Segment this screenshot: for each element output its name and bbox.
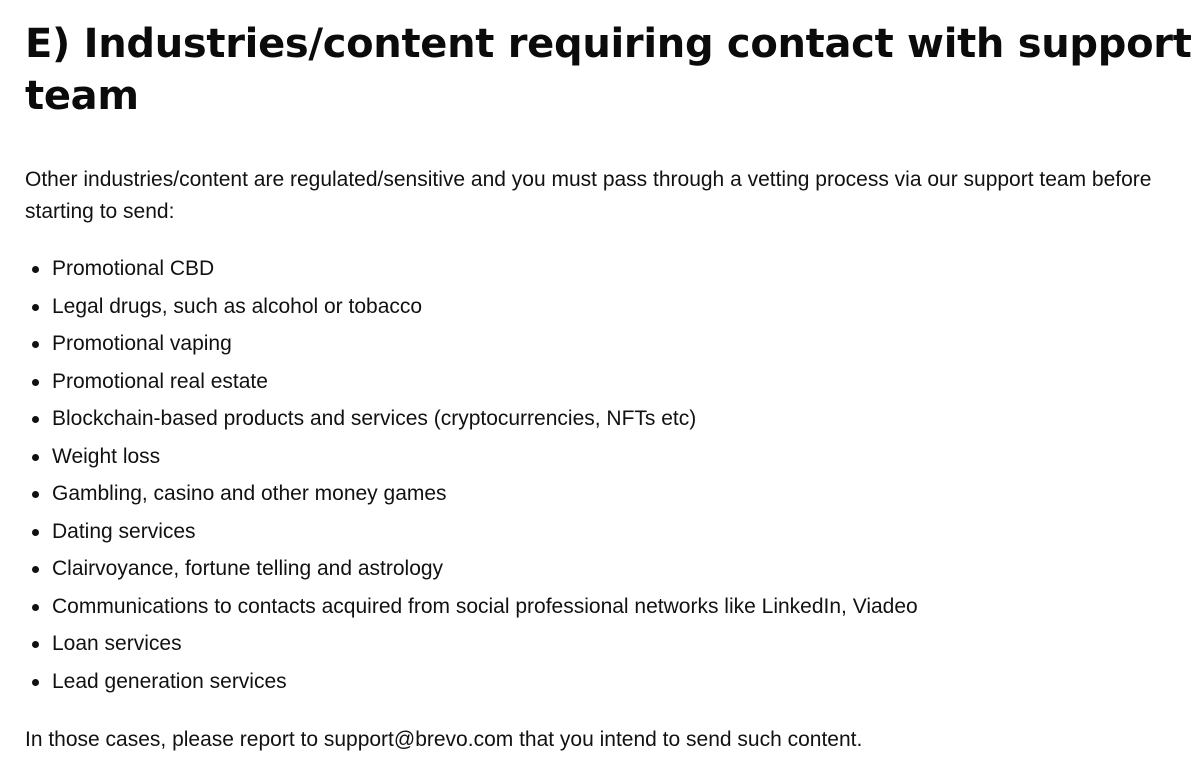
list-item-text: Dating services	[52, 519, 196, 543]
list-item	[25, 250, 1195, 288]
list-item-text: Promotional real estate	[52, 369, 268, 393]
list-item-text: Communications to contacts acquired from social professional networks like LinkedIn, Viadeo	[52, 594, 918, 618]
list-item	[25, 475, 1195, 513]
list-item	[25, 438, 1195, 476]
list-item-text: Clairvoyance, fortune telling and astrology	[52, 557, 444, 580]
bullet-icon	[32, 416, 39, 423]
list-item	[25, 400, 1195, 438]
list-item-text: Legal drugs, such as alcohol or tobacco	[52, 294, 423, 318]
list-item	[25, 363, 1195, 401]
bullet-icon	[32, 341, 39, 348]
article-section	[25, 0, 1195, 756]
list-item	[25, 288, 1195, 326]
list-item	[25, 663, 1195, 701]
list-item-text: Lead generation services	[52, 669, 287, 693]
bullet-icon	[32, 566, 39, 573]
bullet-icon	[32, 304, 39, 311]
bullet-icon	[32, 379, 39, 386]
bullet-icon	[32, 641, 39, 648]
bullet-icon	[32, 491, 39, 498]
intro-paragraph: Other industries/content are regulated/sensitive and you must pass through a vetting process via our support team before starting to send:	[25, 168, 1152, 223]
list-item-text: Blockchain-based products and services (cryptocurrencies, NFTs etc)	[52, 407, 697, 430]
list-item-text: Gambling, casino and other money games	[52, 482, 447, 505]
closing-paragraph: In those cases, please report to support@brevo.com that you intend to send such content.	[25, 728, 863, 751]
list-item-text: Weight loss	[52, 444, 161, 468]
bullet-icon	[32, 266, 39, 273]
bullet-icon	[32, 604, 39, 611]
list-item-text: Loan services	[52, 632, 182, 655]
industry-list	[25, 250, 1195, 700]
section-heading: E) Industries/content requiring contact with support team	[25, 21, 1192, 119]
list-item-text: Promotional CBD	[52, 257, 215, 280]
list-item	[25, 513, 1195, 551]
list-item	[25, 325, 1195, 363]
list-item	[25, 588, 1195, 626]
bullet-icon	[32, 454, 39, 461]
list-item-text: Promotional vaping	[52, 332, 232, 355]
bullet-icon	[32, 679, 39, 686]
list-item	[25, 550, 1195, 588]
list-item	[25, 625, 1195, 663]
bullet-icon	[32, 529, 39, 536]
